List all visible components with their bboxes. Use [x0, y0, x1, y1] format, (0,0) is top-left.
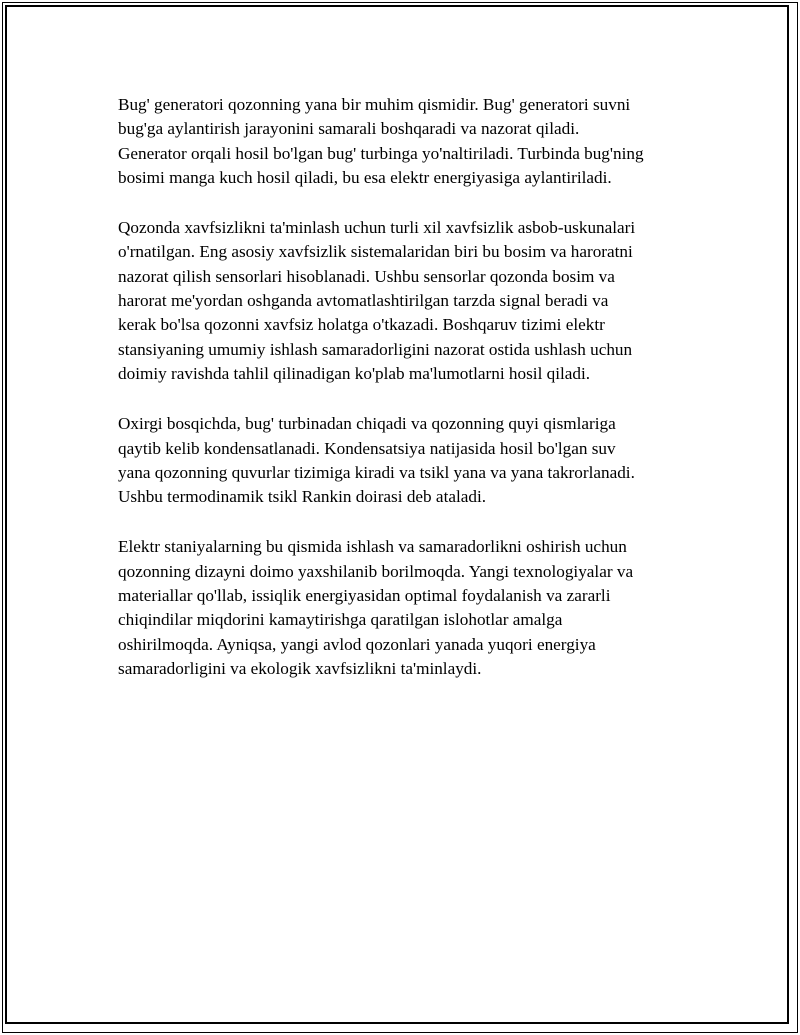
- text-line: oshirilmoqda. Ayniqsa, yangi avlod qozonlari yanada yuqori energiya: [118, 634, 596, 654]
- paragraph-2: [118, 216, 688, 386]
- text-line: Elektr staniyalarning bu qismida ishlash va samaradorlikni oshirish uchun: [118, 537, 627, 557]
- paragraph-4: [118, 535, 688, 681]
- text-line: stansiyaning umumiy ishlash samaradorligini nazorat ostida ushlash uchun: [118, 339, 633, 359]
- text-line: yana qozonning quvurlar tizimiga kiradi va tsikl yana va yana takrorlanadi.: [118, 462, 635, 482]
- text-line: o'rnatilgan. Eng asosiy xavfsizlik sistemalaridan biri bu bosim va haroratni: [118, 242, 633, 262]
- text-line: Generator orqali hosil bo'lgan bug' turbinga yo'naltiriladi. Turbinda bug'ning: [118, 143, 644, 163]
- text-line: chiqindilar miqdorini kamaytirishga qaratilgan islohotlar amalga: [118, 610, 563, 630]
- text-line: samaradorligini va ekologik xavfsizlikni ta'minlaydi.: [118, 658, 482, 678]
- text-line: bosimi manga kuch hosil qiladi, bu esa elektr energiyasiga aylantiriladi.: [118, 167, 612, 187]
- text-line: Bug' generatori qozonning yana bir muhim qismidir. Bug' generatori suvni: [118, 95, 631, 114]
- text-line: Ushbu termodinamik tsikl Rankin doirasi deb ataladi.: [118, 487, 487, 507]
- paragraph-3: [118, 412, 688, 509]
- text-line: Oxirgi bosqichda, bug' turbinadan chiqadi va qozonning quyi qismlariga: [118, 414, 616, 434]
- text-line: kerak bo'lsa qozonni xavfsiz holatga o'tkazadi. Boshqaruv tizimi elektr: [118, 315, 605, 335]
- text-line: harorat me'yordan oshganda avtomatlashtirilgan tarzda signal beradi va: [118, 291, 609, 311]
- paragraph-1: [118, 93, 688, 190]
- text-line: materiallar qo'llab, issiqlik energiyasidan optimal foydalanish va zararli: [118, 586, 611, 606]
- text-line: qozonning dizayni doimo yaxshilanib borilmoqda. Yangi texnologiyalar va: [118, 561, 634, 581]
- document-body: [118, 93, 688, 707]
- text-line: Qozonda xavfsizlikni ta'minlash uchun turli xil xavfsizlik asbob-uskunalari: [118, 218, 636, 238]
- text-line: qaytib kelib kondensatlanadi. Kondensatsiya natijasida hosil bo'lgan suv: [118, 438, 616, 458]
- text-line: doimiy ravishda tahlil qilinadigan ko'plab ma'lumotlarni hosil qiladi.: [118, 363, 591, 383]
- text-line: bug'ga aylantirish jarayonini samarali boshqaradi va nazorat qiladi.: [118, 119, 580, 139]
- text-line: nazorat qilish sensorlari hisoblanadi. Ushbu sensorlar qozonda bosim va: [118, 266, 615, 286]
